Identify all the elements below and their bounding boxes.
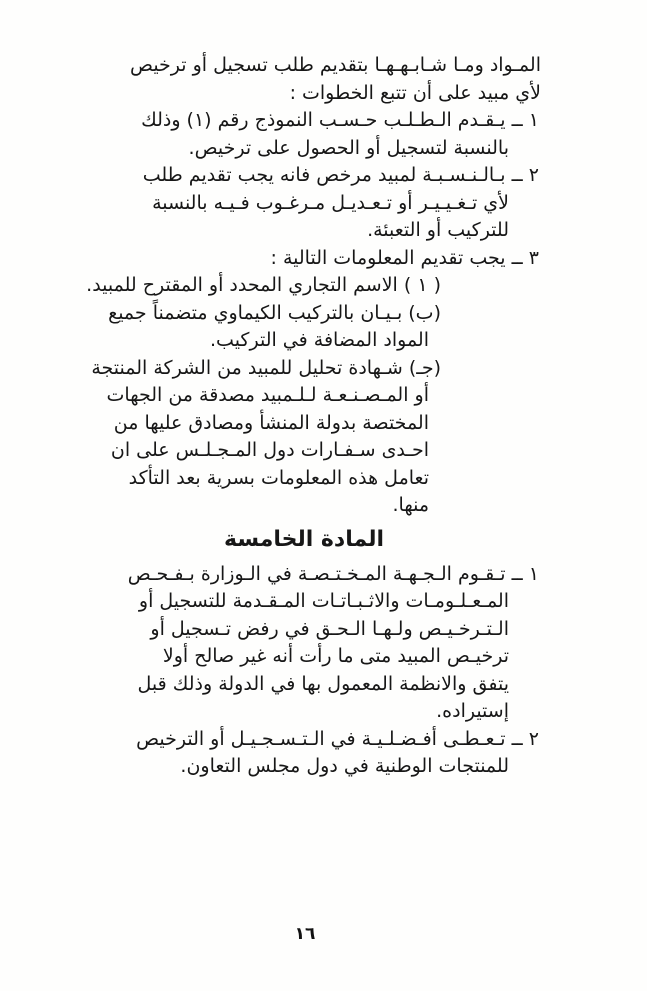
- continuation-line: بالنسبة لتسجيل أو الحصول على ترخيص.: [188, 136, 509, 159]
- list-item-line: ١ ــ يـقـدم الـطـلـب حـسـب النموذج رقم (١) وذلك: [141, 109, 539, 131]
- list-item-line: ١ ــ تـقـوم الـجـهـة المـخـتـصـة في الـوزارة بـفـحـص: [127, 562, 539, 585]
- continuation-line: للتركيب أو التعبئة.: [367, 219, 509, 241]
- continuation-line: لأي تـغـيـيـر أو تـعـديـل مـرغـوب فـيـه بالنسبة: [152, 191, 509, 214]
- continuation-line: احـدى سـفـارات دول المـجـلـس على ان: [110, 439, 429, 461]
- continuation-line: المختصة بدولة المنشأ ومصادق عليها من: [113, 411, 429, 434]
- continuation-line: أو المـصـنـعـة لـلـمبيد مصدقة من الجهات: [106, 384, 429, 406]
- text-column: [86, 52, 541, 781]
- continuation-line: الـتـرخـيـص ولـهـا الـحـق في رفض تـسجيل أو: [150, 617, 509, 640]
- list-item-line: ٢ ــ بـالـنـسـبـة لمبيد مرخص فانه يجب تقديم طلب: [142, 164, 539, 186]
- sub-item-line: (ب) بـيـان بالتركيب الكيماوي متضمناً جميع: [108, 301, 441, 324]
- continuation-line: يتفق والانظمة المعمول بها في الدولة وذلك قبل: [137, 672, 509, 695]
- page-number: ١٦: [294, 924, 316, 944]
- continuation-line: المواد المضافة في التركيب.: [210, 329, 429, 351]
- paragraph-line: المـواد ومـا شـابـهـهـا بتقديم طلب تسجيل أو ترخيص: [130, 54, 541, 76]
- sub-item-line: ( ١ ) الاسم التجاري المحدد أو المقترح للمبيد.: [86, 274, 441, 296]
- continuation-line: المـعـلـومـات والاثـبـاتـات المـقـدمة للتسجيل أو: [138, 590, 509, 612]
- list-item-line: ٢ ــ تـعـطـى أفـضـلـيـة في الـتـسـجـيـل أو الترخيص: [136, 727, 539, 750]
- continuation-line: ترخيـص المبيد متى ما رأت أنه غير صالح أولا: [162, 645, 509, 667]
- continuation-line: منها.: [392, 494, 429, 516]
- list-item-line: ٣ ــ يجب تقديم المعلومات التالية :: [270, 246, 539, 269]
- continuation-line: للمنتجات الوطنية في دول مجلس التعاون.: [180, 755, 509, 777]
- continuation-line: إستيراده.: [436, 700, 509, 722]
- sub-item-line: (جـ) شـهادة تحليل للمبيد من الشركة المنتجة: [91, 356, 441, 379]
- section-heading: المادة الخامسة: [223, 526, 384, 552]
- paragraph-line: لأي مبيد على أن تتبع الخطوات :: [289, 81, 541, 104]
- continuation-line: تعامل هذه المعلومات بسرية بعد التأكد: [128, 466, 429, 489]
